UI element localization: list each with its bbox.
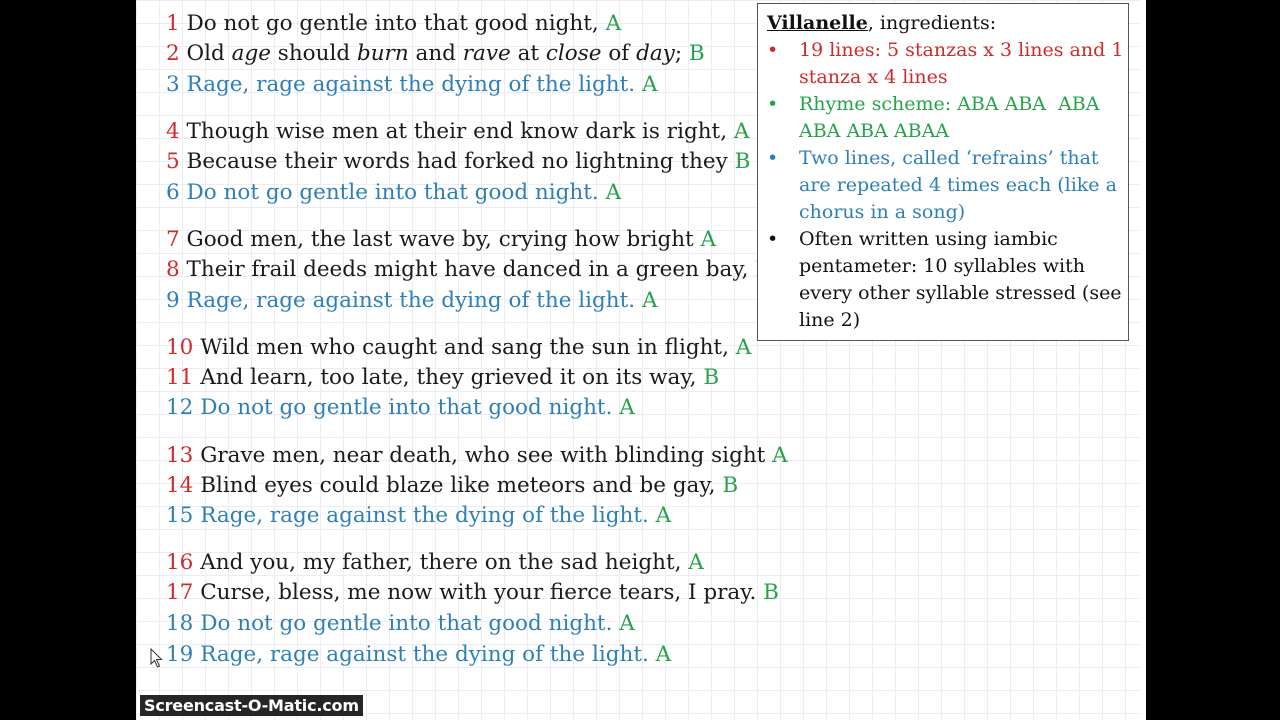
line-number: 9 (166, 288, 180, 313)
line-number: 4 (166, 119, 180, 144)
ingredient-text-line: line 2) (799, 309, 861, 331)
rhyme-letter: B (763, 580, 779, 605)
rhyme-letter: A (619, 395, 635, 420)
poem-line (166, 334, 751, 362)
ingredient-item (767, 145, 1118, 226)
poem-line (166, 394, 635, 422)
poem-line (166, 40, 705, 68)
ingredient-text-line: every other syllable stressed (see (799, 282, 1122, 304)
line-text (187, 119, 734, 144)
line-text-part: Rage, rage against the dying of the light. (200, 503, 656, 528)
line-text (187, 41, 689, 66)
rhyme-letter: A (735, 335, 752, 360)
line-text-part: Good men, the last wave by, crying how bright (186, 227, 701, 252)
rhyme-letter: A (605, 11, 622, 36)
line-number: 3 (166, 72, 180, 97)
line-text (187, 180, 606, 205)
rhyme-letter: A (605, 180, 622, 205)
line-text (187, 227, 701, 252)
line-text (187, 11, 606, 36)
emphasized-word: close (545, 41, 602, 66)
line-text (200, 580, 763, 605)
bullet-icon: • (767, 228, 779, 250)
poem-line (166, 148, 750, 176)
line-text-part: Grave men, near death, who see with blinding sight (200, 443, 773, 468)
line-text (200, 365, 703, 390)
line-text (200, 503, 655, 528)
line-text-part: And learn, too late, they grieved it on its way, (200, 365, 704, 390)
line-number: 15 (166, 503, 194, 528)
poem-line (166, 442, 788, 470)
ingredient-text-line: stanza x 4 lines (799, 66, 948, 88)
line-number: 2 (166, 41, 180, 66)
line-number: 14 (166, 473, 194, 498)
line-text-part: Rage, rage against the dying of the light. (186, 72, 642, 97)
line-text (200, 611, 619, 636)
line-number: 1 (166, 11, 180, 36)
poem-line (166, 10, 621, 38)
bullet-icon: • (767, 147, 779, 169)
poem-line (166, 364, 719, 392)
line-text (200, 395, 619, 420)
poem-line (166, 579, 779, 607)
rhyme-letter: A (688, 550, 704, 575)
line-text-part: Rage, rage against the dying of the light. (186, 288, 642, 313)
line-text (200, 443, 772, 468)
line-text-part: Do not go gentle into that good night. (186, 180, 606, 205)
line-text-part: Because their words had forked no lightning they (186, 149, 735, 174)
rhyme-letter: A (655, 503, 672, 528)
ingredients-title-word: Villanelle (767, 12, 868, 34)
poem-line (166, 118, 749, 146)
rhyme-letter: B (703, 365, 720, 390)
emphasized-word: burn (356, 41, 409, 66)
line-number: 16 (166, 550, 194, 575)
rhyme-letter: A (641, 288, 658, 313)
rhyme-letter: B (722, 473, 739, 498)
rhyme-letter: A (619, 611, 635, 636)
poem-line (166, 287, 658, 315)
bullet-icon: • (767, 93, 779, 115)
line-text (200, 550, 688, 575)
ingredient-text-line: pentameter: 10 syllables with (799, 255, 1085, 277)
line-number: 19 (166, 642, 194, 667)
line-text-part: Do not go gentle into that good night. (200, 395, 620, 420)
line-text (200, 642, 655, 667)
line-number: 17 (166, 580, 194, 605)
ingredient-text-line: 19 lines: 5 stanzas x 3 lines and 1 (799, 39, 1124, 61)
line-number: 8 (166, 257, 180, 282)
line-text (187, 257, 756, 282)
line-text-part: Wild men who caught and sang the sun in flight, (200, 335, 736, 360)
mouse-cursor-icon (150, 648, 164, 668)
poem-line (166, 71, 658, 99)
bullet-icon: • (767, 39, 779, 61)
line-text-part: ; (674, 41, 689, 66)
line-text-part: Their frail deeds might have danced in a green bay, (186, 257, 756, 282)
ingredients-title (767, 10, 1118, 37)
line-number: 7 (166, 227, 180, 252)
line-number: 13 (166, 443, 194, 468)
ingredient-text-line: ABA ABA ABAA (799, 120, 950, 142)
line-number: 6 (166, 180, 180, 205)
emphasized-word: age (231, 41, 271, 66)
poem-line (166, 179, 621, 207)
line-number: 5 (166, 149, 180, 174)
line-text-part: Old (186, 41, 232, 66)
line-text (200, 335, 736, 360)
poem-line (166, 472, 738, 500)
line-text-part: of (601, 41, 637, 66)
line-text-part: Blind eyes could blaze like meteors and be gay, (200, 473, 723, 498)
line-number: 18 (166, 611, 194, 636)
line-number: 12 (166, 395, 194, 420)
line-number: 11 (166, 365, 194, 390)
line-number: 10 (166, 335, 194, 360)
rhyme-letter: A (772, 443, 788, 468)
ingredient-text-line: are repeated 4 times each (like a (799, 174, 1117, 196)
line-text (187, 288, 642, 313)
ingredient-item (767, 37, 1124, 91)
line-text (200, 473, 722, 498)
line-text-part: Curse, bless, me now with your fierce tears, I pray. (200, 580, 764, 605)
ingredient-text-line: Two lines, called ‘refrains’ that (799, 147, 1099, 169)
watermark: Screencast-O-Matic.com (140, 695, 363, 716)
line-text (187, 149, 735, 174)
villanelle-ingredients-box (757, 3, 1129, 341)
poem-line (166, 610, 635, 638)
emphasized-word: rave (462, 41, 511, 66)
rhyme-letter: B (734, 149, 751, 174)
ingredient-text-line: Rhyme scheme: ABA ABA ABA (799, 93, 1100, 115)
line-text-part: at (510, 41, 546, 66)
rhyme-letter: A (655, 642, 672, 667)
line-text-part: Rage, rage against the dying of the light. (200, 642, 656, 667)
ingredient-item (767, 91, 1118, 145)
rhyme-letter: A (700, 227, 717, 252)
poem-line (166, 641, 671, 669)
line-text-part: Do not go gentle into that good night, (186, 11, 606, 36)
emphasized-word: day (636, 41, 675, 66)
poem-line (166, 226, 716, 254)
line-text-part: And you, my father, there on the sad height, (200, 550, 689, 575)
poem-line (166, 502, 671, 530)
poem-line (166, 549, 704, 577)
rhyme-letter: A (641, 72, 658, 97)
edge-bar (1140, 0, 1146, 720)
ingredient-item (767, 226, 1122, 334)
slide (136, 0, 1140, 720)
ingredient-text-line: Often written using iambic (799, 228, 1058, 250)
rhyme-letter: B (688, 41, 705, 66)
ingredient-text-line: chorus in a song) (799, 201, 966, 223)
ingredients-title-rest: , ingredients: (867, 12, 997, 34)
line-text-part: and (408, 41, 463, 66)
ingredients-list (767, 37, 1124, 334)
line-text (187, 72, 642, 97)
line-text-part: Do not go gentle into that good night. (200, 611, 620, 636)
line-text-part: should (270, 41, 357, 66)
poem-line (166, 256, 771, 284)
line-text-part: Though wise men at their end know dark is right, (186, 119, 734, 144)
rhyme-letter: A (733, 119, 750, 144)
